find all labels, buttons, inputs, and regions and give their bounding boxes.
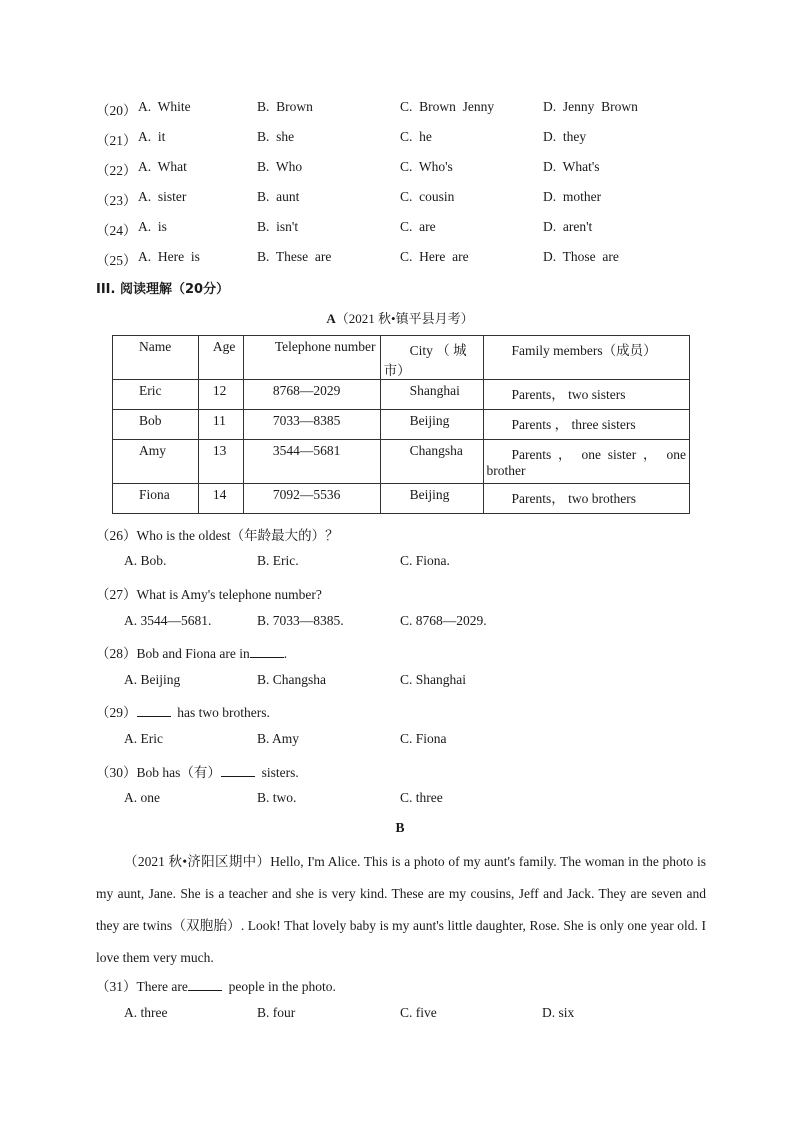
question-22	[96, 159, 716, 179]
question-30-stem	[96, 761, 299, 781]
option-d: D. What's	[543, 159, 600, 174]
question-28-options	[124, 672, 684, 692]
question-number: （24）	[96, 223, 137, 238]
question-31-options	[124, 1005, 684, 1025]
header-age: Age	[198, 336, 243, 380]
cell-name: Fiona	[113, 484, 199, 514]
cell-family-members: Parents ， three sisters	[483, 410, 689, 440]
header-family-members: Family members（成员）	[483, 336, 689, 380]
option-a: A. Here is	[138, 249, 200, 264]
table-row	[113, 484, 690, 514]
option-a: A. 3544—5681.	[124, 613, 212, 628]
option-c: C. five	[400, 1005, 437, 1020]
stem-text: .	[283, 646, 288, 661]
stem-text: （28）Bob and Fiona are in	[96, 646, 250, 661]
question-21	[96, 129, 716, 149]
cell-name: Bob	[113, 410, 199, 440]
question-27-stem: （27）What is Amy's telephone number?	[96, 587, 322, 602]
option-a: A. What	[138, 159, 187, 174]
cell-family-members: Parents， two brothers	[483, 484, 689, 514]
section-heading: III. 阅读理解（20分）	[96, 282, 230, 297]
question-26-options	[124, 553, 684, 573]
option-d: D. they	[543, 129, 587, 144]
table-row	[113, 380, 690, 410]
passage-a-label: A	[326, 311, 336, 326]
option-a: A. White	[138, 99, 191, 114]
passage-a-source: （2021 秋•镇平县月考）	[335, 311, 474, 326]
cell-age: 14	[198, 484, 243, 514]
option-d: D. six	[542, 1005, 575, 1020]
cell-family-members: Parents， two sisters	[483, 380, 689, 410]
cell-age: 13	[198, 440, 243, 484]
option-c: C. Here are	[400, 249, 469, 264]
option-b: B. aunt	[257, 189, 300, 204]
answer-blank	[137, 704, 171, 717]
question-24	[96, 219, 716, 239]
option-a: A. Bob.	[124, 553, 167, 568]
option-b: B. isn't	[257, 219, 299, 234]
question-number: （20）	[96, 103, 137, 118]
option-a: A. one	[124, 790, 160, 805]
option-a: A. Beijing	[124, 672, 181, 687]
question-23	[96, 189, 716, 209]
answer-blank	[188, 978, 222, 991]
question-20	[96, 99, 716, 119]
question-number: （23）	[96, 193, 137, 208]
table-header-row	[113, 336, 690, 380]
option-b: B. Eric.	[257, 553, 299, 568]
option-c: C. are	[400, 219, 436, 234]
cell-family-members: Parents ， one sister ， one brother	[483, 440, 689, 484]
option-c: C. Fiona	[400, 731, 447, 746]
option-c: C. Brown Jenny	[400, 99, 495, 114]
stem-text: people in the photo.	[221, 979, 336, 994]
header-telephone: Telephone number	[243, 336, 380, 380]
option-a: A. Eric	[124, 731, 163, 746]
cell-city: Shanghai	[380, 380, 483, 410]
option-b: B. she	[257, 129, 295, 144]
passage-b-label: B	[395, 820, 405, 835]
option-b: B. Brown	[257, 99, 313, 114]
table-row	[113, 440, 690, 484]
option-b: B. two.	[257, 790, 297, 805]
option-d: D. Those are	[543, 249, 619, 264]
question-29-stem	[96, 701, 270, 721]
cell-city: Beijing	[380, 410, 483, 440]
option-b: B. 7033—8385.	[257, 613, 344, 628]
stem-text: （31）There are	[96, 979, 188, 994]
cell-name: Amy	[113, 440, 199, 484]
option-d: D. aren't	[543, 219, 593, 234]
question-number: （22）	[96, 163, 137, 178]
cell-city: Beijing	[380, 484, 483, 514]
question-26-stem: （26）Who is the oldest（年龄最大的）？	[96, 528, 339, 543]
passage-b-text: （2021 秋•济阳区期中）Hello, I'm Alice. This is a photo of my aunt's family. The woman in the photo is my aunt, Jane. She is a teacher and she is very kind. These are my cousins, Jeff and Jack. They are seven and they are twins（双胞胎）. Look! That lovely baby is my aunt's little daughter, Rose. She is only one year old. I love them very much.	[96, 854, 706, 965]
option-c: C. Shanghai	[400, 672, 466, 687]
stem-text: （30）Bob has（有）	[96, 765, 221, 780]
question-number: （25）	[96, 253, 137, 268]
question-number: （21）	[96, 133, 137, 148]
question-28-stem	[96, 642, 287, 662]
option-b: B. Changsha	[257, 672, 326, 687]
option-c: C. three	[400, 790, 443, 805]
option-c: C. 8768—2029.	[400, 613, 487, 628]
passage-a-heading	[0, 308, 800, 327]
cell-telephone: 8768—2029	[243, 380, 380, 410]
header-city: City （ 城市）	[380, 336, 483, 380]
cell-age: 11	[198, 410, 243, 440]
option-a: A. is	[138, 219, 167, 234]
option-c: C. Who's	[400, 159, 453, 174]
cell-age: 12	[198, 380, 243, 410]
option-b: B. four	[257, 1005, 296, 1020]
question-25	[96, 249, 716, 269]
option-a: A. it	[138, 129, 166, 144]
cell-city: Changsha	[380, 440, 483, 484]
answer-blank	[221, 764, 255, 777]
question-30-options	[124, 790, 684, 810]
stem-text: sisters.	[254, 765, 299, 780]
option-b: B. These are	[257, 249, 332, 264]
question-29-options	[124, 731, 684, 751]
cell-telephone: 7092—5536	[243, 484, 380, 514]
family-info-table	[112, 335, 690, 514]
option-d: D. Jenny Brown	[543, 99, 638, 114]
cell-name: Eric	[113, 380, 199, 410]
question-31-stem	[96, 975, 336, 995]
option-c: C. he	[400, 129, 432, 144]
table-row	[113, 410, 690, 440]
option-b: B. Who	[257, 159, 303, 174]
answer-blank	[250, 645, 284, 658]
question-27-options	[124, 613, 684, 633]
option-b: B. Amy	[257, 731, 300, 746]
option-a: A. sister	[138, 189, 187, 204]
option-d: D. mother	[543, 189, 602, 204]
cell-telephone: 7033—8385	[243, 410, 380, 440]
header-name: Name	[113, 336, 199, 380]
option-a: A. three	[124, 1005, 168, 1020]
cell-telephone: 3544—5681	[243, 440, 380, 484]
stem-text: （29）	[96, 705, 137, 720]
option-c: C. Fiona.	[400, 553, 450, 568]
stem-text: has two brothers.	[170, 705, 270, 720]
option-c: C. cousin	[400, 189, 455, 204]
